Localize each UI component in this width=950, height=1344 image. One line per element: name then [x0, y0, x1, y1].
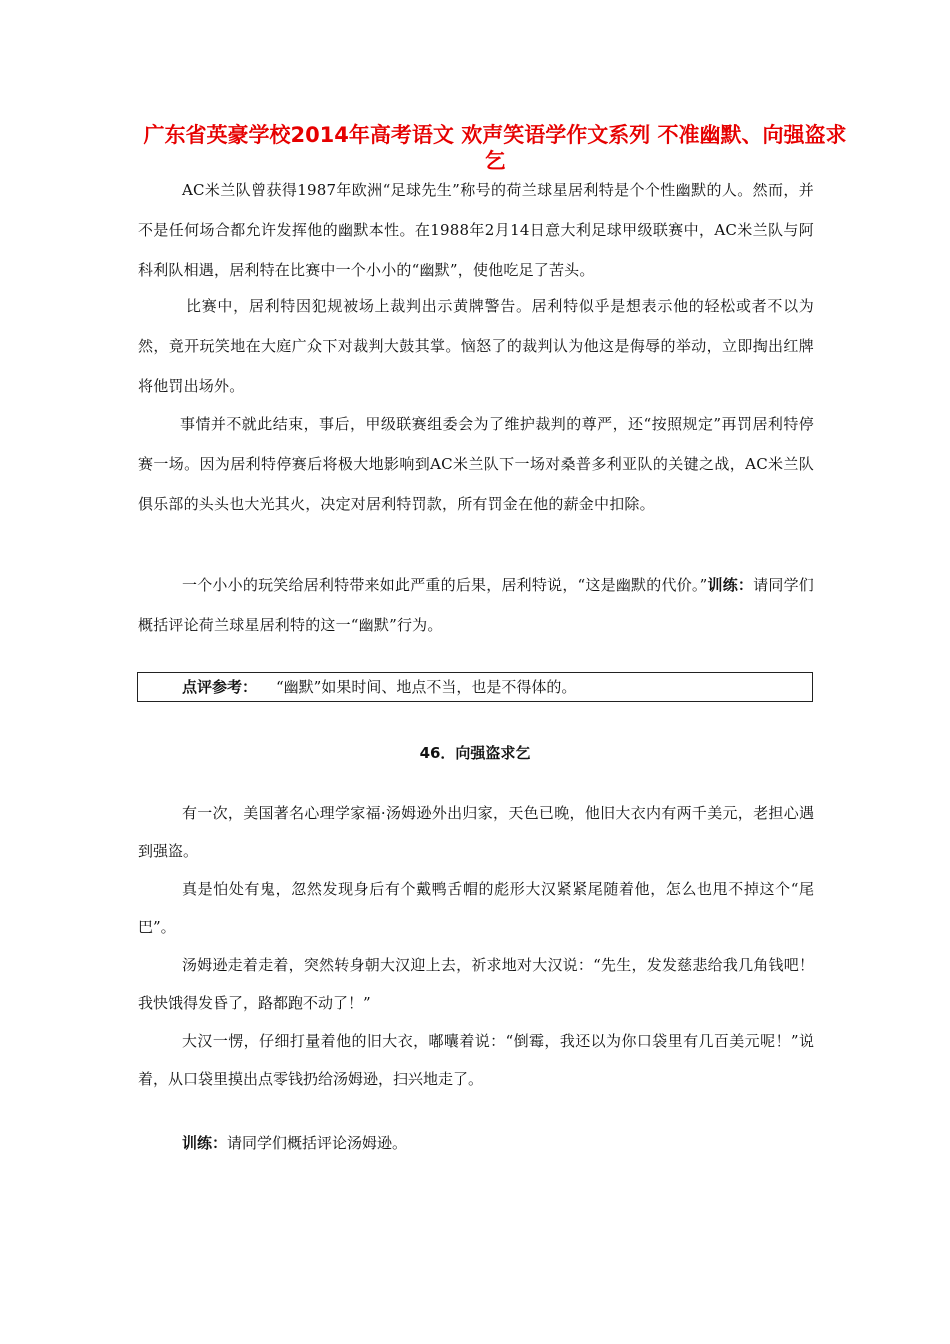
review-label: 点评参考：	[182, 678, 258, 696]
story-paragraph-2: 真是怕处有鬼，忽然发现身后有个戴鸭舌帽的彪形大汉紧紧尾随着他，怎么也甩不掉这个“尾巴”。	[138, 880, 814, 936]
document-title: 广东省英豪学校2014年高考语文 欢声笑语学作文系列 不准幽默、向强盗求乞	[143, 123, 847, 173]
paragraph-conclusion	[138, 565, 814, 645]
training-2	[182, 1132, 407, 1153]
paragraph-yellow-card: 比赛中，居利特因犯规被场上裁判出示黄牌警告。居利特似乎是想表示他的轻松或者不以为然，竟开玩笑地在大庭广众下对裁判大鼓其掌。恼怒了的裁判认为他这是侮辱的举动，立即掏出红牌将他罚出场外。	[138, 297, 814, 395]
review-text: “幽默”如果时间、地点不当，也是不得体的。	[276, 678, 577, 696]
paragraph-intro: AC米兰队曾获得1987年欧洲“足球先生”称号的荷兰球星居利特是个个性幽默的人。然而，并不是任何场合都允许发挥他的幽默本性。在1988年2月14日意大利足球甲级联赛中，AC米兰队与阿科利队相遇，居利特在比赛中一个小小的“幽默”，使他吃足了苦头。	[138, 181, 814, 279]
section-heading: 46．向强盗求乞	[419, 744, 531, 762]
review-box	[137, 672, 813, 702]
training-label: 训练：	[707, 576, 754, 594]
training-text: 请同学们概括评论荷兰球星居利特的这一“幽默”行为。	[138, 576, 814, 634]
story-paragraph-4: 大汉一愣，仔细打量着他的旧大衣，嘟囔着说：“倒霉，我还以为你口袋里有几百美元呢！”说着，从口袋里摸出点零钱扔给汤姆逊，扫兴地走了。	[138, 1032, 814, 1088]
story-paragraph-3: 汤姆逊走着走着，突然转身朝大汉迎上去，祈求地对大汉说：“先生，发发慈悲给我几角钱吧！我快饿得发昏了，路都跑不动了！”	[138, 956, 814, 1012]
paragraph-aftermath: 事情并不就此结束，事后，甲级联赛组委会为了维护裁判的尊严，还“按照规定”再罚居利特停赛一场。因为居利特停赛后将极大地影响到AC米兰队下一场对桑普多利亚队的关键之战，AC米兰队俱乐部的头头也大光其火，决定对居利特罚款，所有罚金在他的薪金中扣除。	[138, 415, 814, 513]
training-2-label: 训练：	[182, 1134, 228, 1152]
conclusion-text: 一个小小的玩笑给居利特带来如此严重的后果，居利特说，“这是幽默的代价。”	[182, 576, 708, 594]
story-paragraph-1: 有一次，美国著名心理学家福·汤姆逊外出归家，天色已晚，他旧大衣内有两千美元，老担心遇到强盗。	[138, 804, 814, 860]
training-2-text: 请同学们概括评论汤姆逊。	[227, 1134, 408, 1152]
